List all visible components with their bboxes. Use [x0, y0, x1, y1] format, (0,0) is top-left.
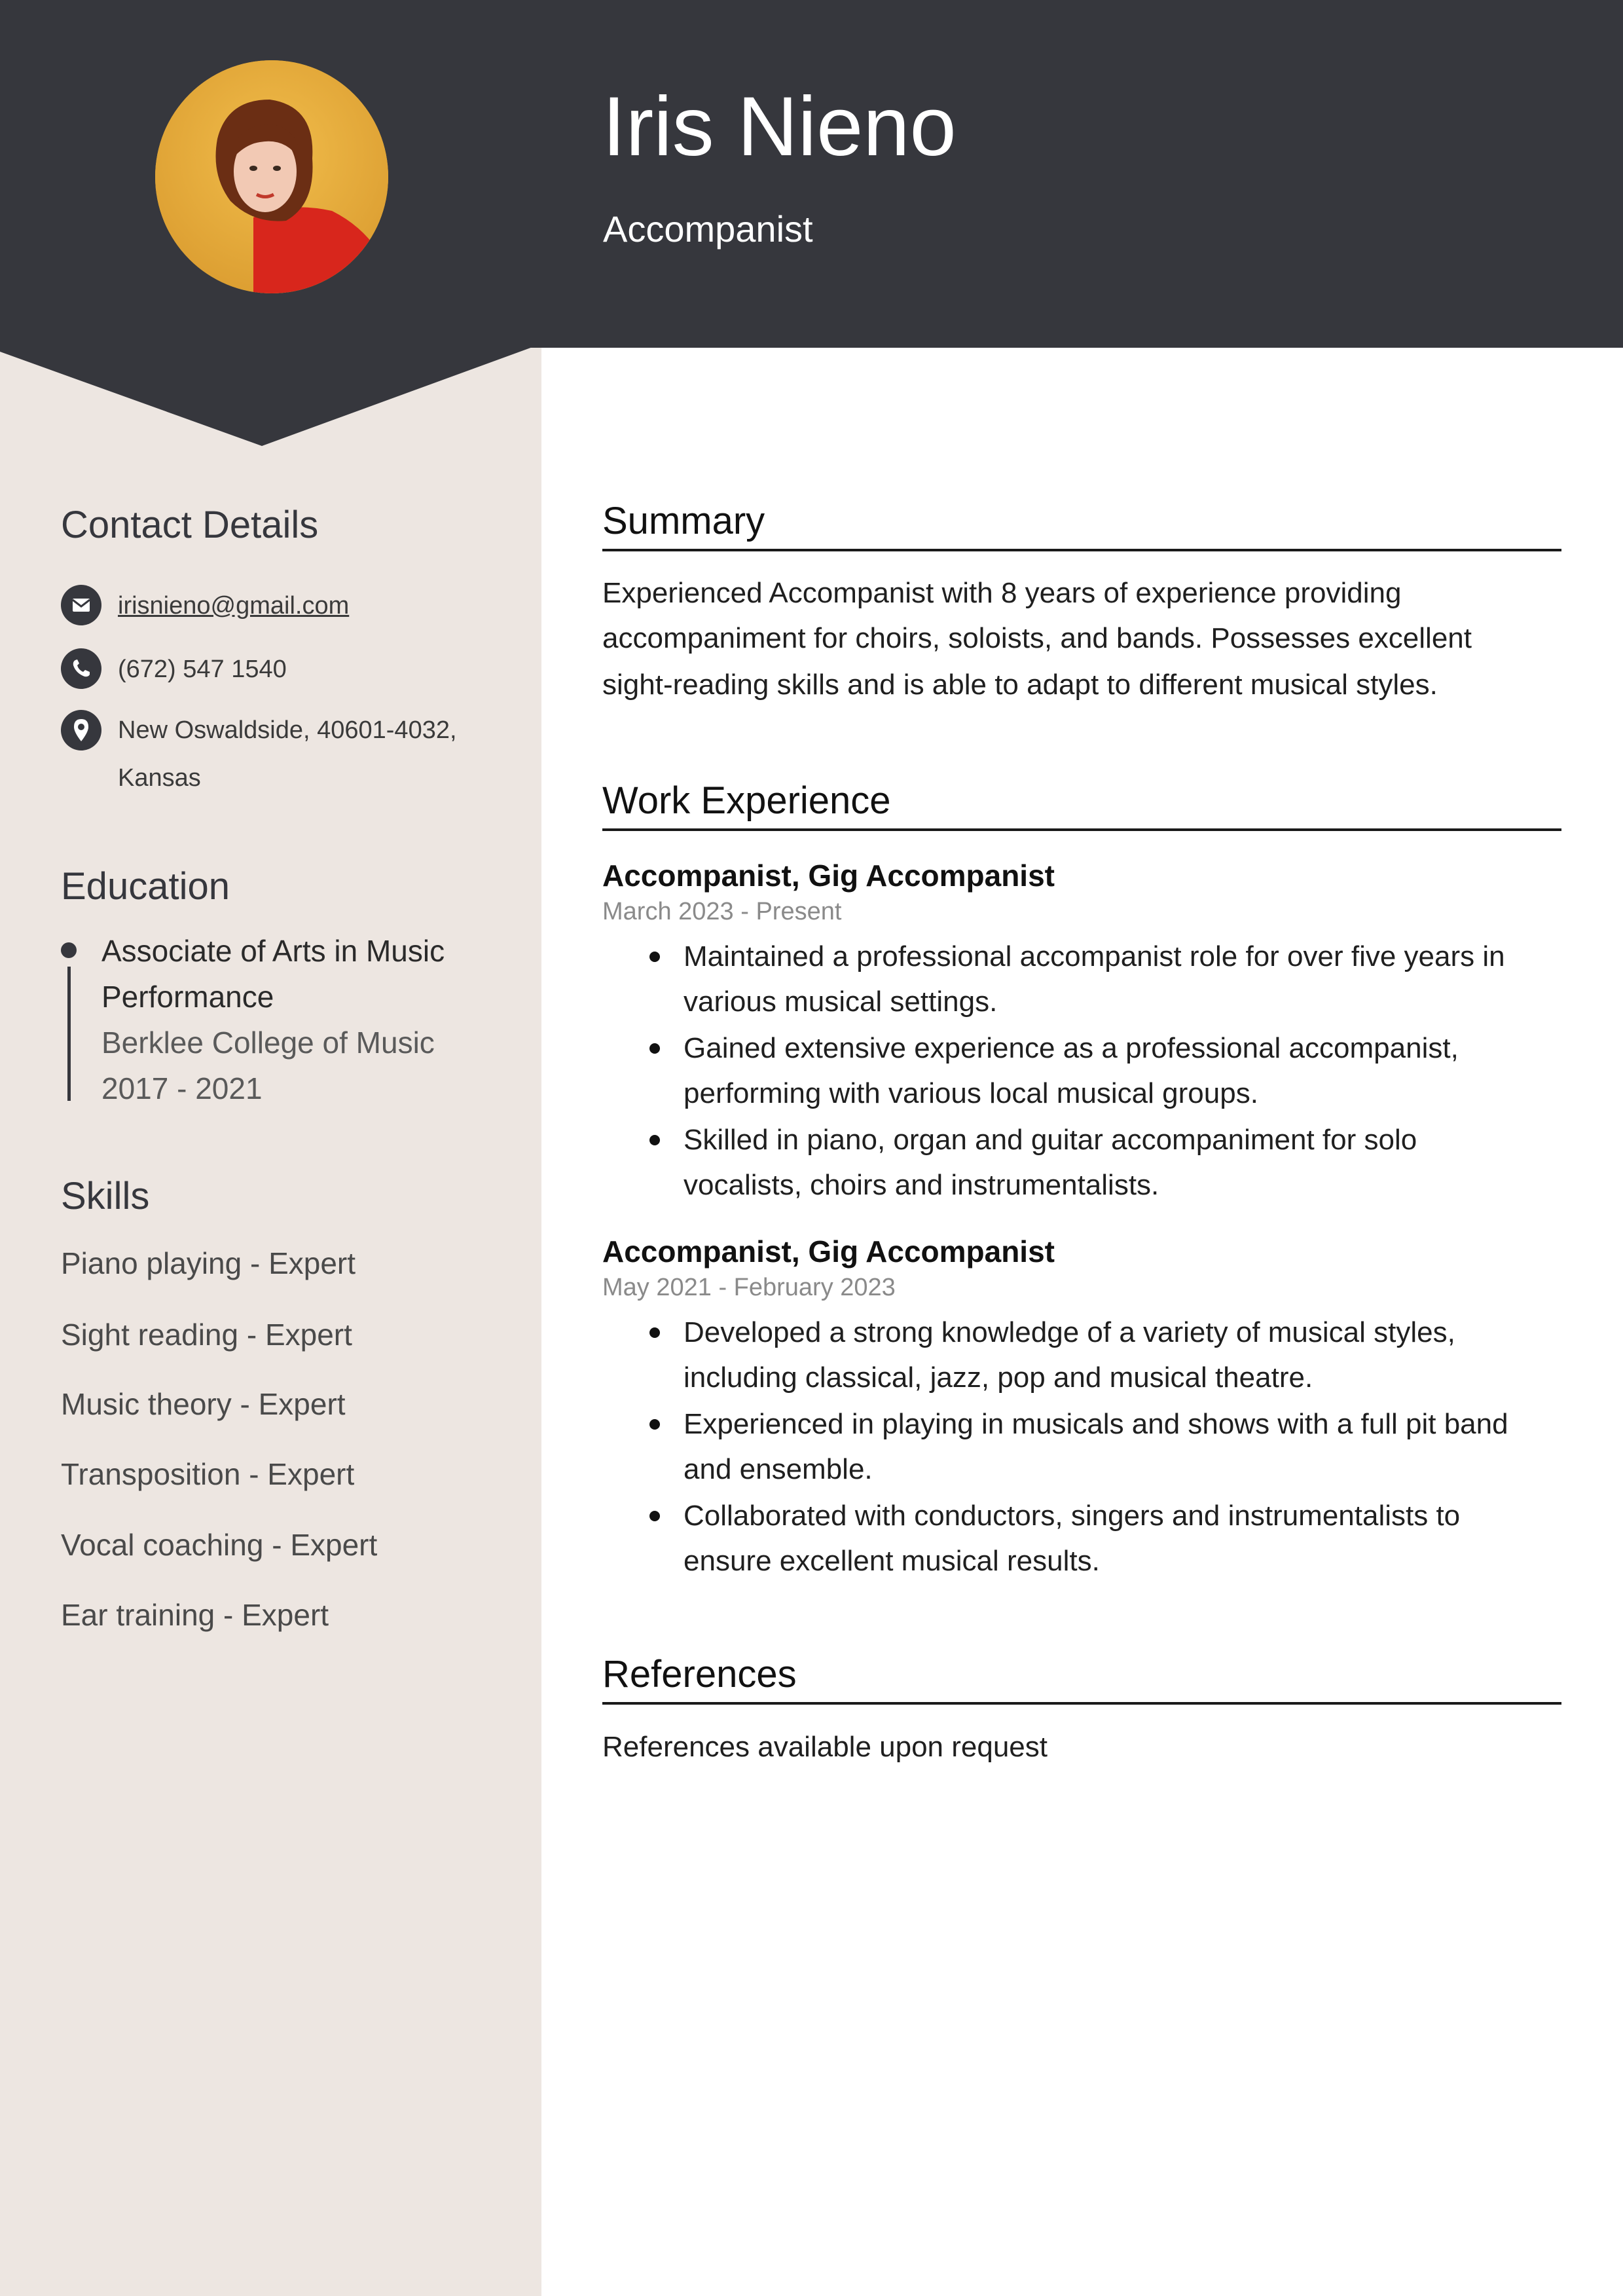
profile-photo-image [155, 60, 388, 293]
address-line-1: New Oswaldside, 40601-4032, [118, 716, 457, 744]
summary-line: Experienced Accompanist with 8 years of experience providing [602, 577, 1402, 609]
job-bullet-line: Skilled in piano, organ and guitar accompaniment for solo [684, 1124, 1417, 1156]
job-bullet-line: including classical, jazz, pop and musical theatre. [684, 1361, 1313, 1394]
summary-heading: Summary [602, 500, 765, 542]
references-divider [602, 1702, 1561, 1705]
references-text: References available upon request [602, 1731, 1048, 1763]
job-bullet-line: ensure excellent musical results. [684, 1545, 1100, 1577]
experience-heading: Work Experience [602, 779, 891, 822]
job-bullet-line: various musical settings. [684, 986, 998, 1018]
bullet-marker [649, 1327, 660, 1338]
bullet-marker [649, 1135, 660, 1145]
skill-item: Piano playing - Expert [61, 1246, 356, 1280]
summary-line: sight-reading skills and is able to adapt to different musical styles. [602, 669, 1438, 701]
profile-photo [155, 60, 388, 293]
skill-item: Transposition - Expert [61, 1457, 355, 1491]
job-bullet-line: vocalists, choirs and instrumentalists. [684, 1169, 1159, 1201]
references-heading: References [602, 1653, 797, 1695]
bullet-marker [649, 1511, 660, 1521]
phone-number: (672) 547 1540 [118, 656, 287, 683]
location-icon [61, 710, 101, 750]
contact-heading: Contact Details [61, 504, 319, 546]
job-bullet-line: Experienced in playing in musicals and shows with a full pit band [684, 1408, 1508, 1440]
education-years: 2017 - 2021 [101, 1071, 263, 1105]
job-dates: May 2021 - February 2023 [602, 1274, 896, 1301]
bullet-marker [649, 1419, 660, 1430]
skill-item: Vocal coaching - Expert [61, 1528, 378, 1562]
header-chevron [0, 344, 541, 449]
education-degree-line-2: Performance [101, 980, 274, 1014]
job-bullet-line: Collaborated with conductors, singers and instrumentalists to [684, 1500, 1461, 1532]
job-title: Accompanist, Gig Accompanist [602, 859, 1055, 893]
skill-item: Ear training - Expert [61, 1598, 329, 1632]
education-degree-line-1: Associate of Arts in Music [101, 934, 445, 968]
email-icon [61, 585, 101, 625]
job-bullet-line: performing with various local musical groups. [684, 1077, 1258, 1109]
job-bullet-line: Developed a strong knowledge of a variety of musical styles, [684, 1316, 1455, 1348]
skill-item: Sight reading - Expert [61, 1318, 352, 1352]
job-title: Accompanist, Gig Accompanist [602, 1234, 1055, 1268]
education-school: Berklee College of Music [101, 1026, 435, 1060]
candidate-title: Accompanist [603, 208, 813, 250]
education-timeline-dot [61, 942, 77, 958]
address-line-2: Kansas [118, 764, 201, 792]
phone-icon [61, 648, 101, 689]
skill-item: Music theory - Expert [61, 1387, 346, 1421]
experience-divider [602, 828, 1561, 831]
summary-divider [602, 549, 1561, 551]
summary-line: accompaniment for choirs, soloists, and bands. Possesses excellent [602, 622, 1472, 654]
email-link[interactable]: irisnieno@gmail.com [118, 592, 350, 620]
education-timeline-line [67, 967, 71, 1101]
job-bullet-line: Maintained a professional accompanist role for over five years in [684, 940, 1505, 972]
candidate-name: Iris Nieno [602, 80, 957, 174]
job-bullet-line: Gained extensive experience as a professional accompanist, [684, 1032, 1459, 1064]
bullet-marker [649, 952, 660, 962]
skills-heading: Skills [61, 1175, 150, 1217]
education-heading: Education [61, 865, 230, 908]
bullet-marker [649, 1043, 660, 1054]
job-dates: March 2023 - Present [602, 898, 842, 925]
job-bullet-line: and ensemble. [684, 1453, 873, 1485]
